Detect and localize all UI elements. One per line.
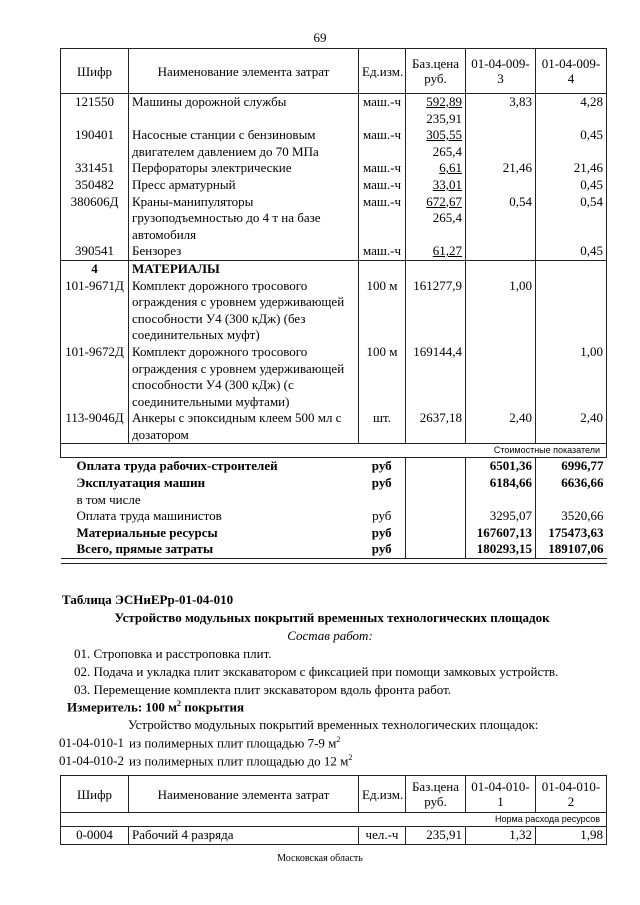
price-value: 305,55: [426, 127, 462, 143]
cell-unit: 100 м: [359, 344, 406, 410]
cost-indicators-label: Стоимостные показатели: [61, 444, 607, 458]
cell-price: [406, 194, 466, 244]
table-row: [61, 410, 607, 444]
cell-code: 331451: [61, 160, 129, 177]
summary-v2: 3520,66: [536, 508, 607, 525]
cell-code: 390541: [61, 243, 129, 260]
cell-v1: 2,40: [466, 410, 536, 444]
summary-row: [61, 541, 607, 558]
variant-sup: 2: [348, 753, 353, 762]
variant-1: [59, 735, 640, 751]
price-value: 672,67: [426, 193, 462, 209]
cell-price: [406, 94, 466, 128]
table-row: [61, 160, 607, 177]
header-price: Баз.цена руб.: [406, 776, 466, 813]
cell-name: Комплект дорожного тросового ограждения с уровнем удерживающей способности У4 (300 кДж) (с соединительными муфтами): [129, 344, 359, 410]
summary-v1: 6501,36: [466, 458, 536, 475]
cell-v2: 1,98: [536, 827, 607, 845]
price-value: 592,89: [426, 94, 462, 109]
summary-v2: 6996,77: [536, 458, 607, 475]
measure-suffix: покрытия: [181, 699, 245, 715]
cell-v1: 0,54: [466, 194, 536, 244]
cell-price: 169144,4: [406, 344, 466, 410]
summary-unit: руб: [371, 524, 392, 540]
summary-label: Оплата труда машинистов: [76, 508, 222, 524]
cell-v2: 0,45: [536, 243, 607, 260]
cell-name: Бензорез: [129, 243, 359, 260]
header-name: Наименование элемента затрат: [129, 776, 359, 813]
cell-v2: 0,45: [536, 127, 607, 160]
cell-unit: маш.-ч: [359, 177, 406, 194]
cell-v2: 1,00: [536, 344, 607, 410]
footer-region: Московская область: [277, 853, 363, 864]
summary-unit: руб: [371, 475, 392, 491]
cell-unit: маш.-ч: [359, 94, 406, 128]
table-row: [61, 278, 607, 344]
resources-table-01-04-010: [60, 775, 607, 845]
summary-row: [61, 475, 607, 492]
cell-unit: 100 м: [359, 278, 406, 344]
variant-sup: 2: [336, 735, 341, 744]
norm-label: Норма расхода ресурсов: [61, 813, 607, 827]
price-value: 33,01: [432, 176, 462, 192]
cell-name: Перфораторы электрические: [129, 160, 359, 177]
table-label: Таблица ЭСНиЕРр-01-04-010: [62, 592, 234, 607]
cell-price: [406, 127, 466, 160]
cell-name: Рабочий 4 разряда: [129, 827, 359, 845]
summary-row: [61, 492, 607, 509]
cell-code: 121550: [61, 94, 129, 128]
price-secondary: 235,91: [426, 110, 462, 126]
variant-2: [59, 753, 640, 769]
cell-v1: [466, 177, 536, 194]
table-row: [61, 194, 607, 244]
measure-prefix: Измеритель: 100 м: [67, 699, 178, 715]
summary-label: Эксплуатация машин: [76, 475, 206, 491]
cell-code: 101-9671Д: [61, 278, 129, 344]
cell-price: 161277,9: [406, 278, 466, 344]
cell-v1: 21,46: [466, 160, 536, 177]
cell-code: 190401: [61, 127, 129, 160]
summary-unit: руб: [371, 541, 392, 557]
cell-name: Анкеры с эпоксидным клеем 500 мл с дозатором: [129, 410, 359, 444]
cell-unit: чел.-ч: [359, 827, 406, 845]
price-secondary: 265,4: [432, 143, 462, 159]
resources-table-01-04-009: [60, 48, 607, 564]
table-row: [61, 94, 607, 128]
table-header: [61, 49, 607, 94]
summary-row: [61, 525, 607, 542]
header-col2: 01-04-010-2: [536, 776, 607, 813]
cell-code: 0-0004: [61, 827, 129, 845]
table-header: [61, 776, 607, 813]
table-row: [61, 177, 607, 194]
cell-price: [406, 243, 466, 260]
header-unit: Ед.изм.: [359, 776, 406, 813]
measure-sup: 2: [177, 699, 182, 708]
summary-label: Всего, прямые затраты: [76, 541, 214, 557]
variant-code: 01-04-010-2: [59, 753, 124, 769]
page-number: 69: [313, 30, 327, 45]
price-secondary: 265,4: [432, 210, 462, 226]
summary-v2: 175473,63: [536, 525, 607, 542]
cell-v2: 4,28: [536, 94, 607, 128]
summary-row: [61, 458, 607, 475]
header-col1: 01-04-009-3: [466, 49, 536, 94]
cell-unit: маш.-ч: [359, 243, 406, 260]
summary-v1: 167607,13: [466, 525, 536, 542]
cell-unit: шт.: [359, 410, 406, 444]
work-item: 01. Строповка и расстроповка плит.: [74, 646, 272, 661]
summary-v1: 6184,66: [466, 475, 536, 492]
cell-v1: [466, 127, 536, 160]
cell-unit: маш.-ч: [359, 194, 406, 244]
section-row: [61, 260, 607, 277]
table-row: [61, 127, 607, 160]
summary-v1: 180293,15: [466, 541, 536, 558]
cell-code: 380606Д: [61, 194, 129, 244]
cell-v1: 1,00: [466, 278, 536, 344]
work-item: 03. Перемещение комплекта плит экскаватором вдоль фронта работ.: [74, 682, 452, 697]
section-name: МАТЕРИАЛЫ: [129, 260, 359, 277]
cell-unit: маш.-ч: [359, 127, 406, 160]
cell-v1: 1,32: [466, 827, 536, 845]
cell-name: Пресс арматурный: [129, 177, 359, 194]
header-price: Баз.цена руб.: [406, 49, 466, 94]
summary-row: [61, 508, 607, 525]
cell-code: 101-9672Д: [61, 344, 129, 410]
cell-name: Комплект дорожного тросового ограждения с уровнем удерживающей способности У4 (300 кДж) (без соединительных муфт): [129, 278, 359, 344]
cell-v2: 21,46: [536, 160, 607, 177]
measure: [67, 699, 640, 715]
cell-v2: 0,45: [536, 177, 607, 194]
table-row: [61, 243, 607, 260]
table-row: [61, 344, 607, 410]
works-title: Состав работ:: [287, 628, 373, 643]
cell-price: 235,91: [406, 827, 466, 845]
header-name: Наименование элемента затрат: [129, 49, 359, 94]
cell-v2: [536, 278, 607, 344]
section-title: Устройство модульных покрытий временных технологических площадок: [114, 610, 550, 625]
cell-price: [406, 160, 466, 177]
summary-v2: 189107,06: [536, 541, 607, 558]
cell-code: 113-9046Д: [61, 410, 129, 444]
table-row: [61, 827, 607, 845]
summary-label: Материальные ресурсы: [76, 524, 218, 540]
header-code: Шифр: [61, 49, 129, 94]
price-value: 6,61: [439, 160, 462, 176]
cell-price: 2637,18: [406, 410, 466, 444]
header-unit: Ед.изм.: [359, 49, 406, 94]
summary-unit: руб: [372, 508, 392, 524]
variant-text: из полимерных плит площадью 7-9 м: [129, 735, 337, 751]
cell-name: Насосные станции с бензиновым двигателем давлением до 70 МПа: [129, 127, 359, 160]
cell-name: Машины дорожной службы: [129, 94, 359, 128]
variant-text: из полимерных плит площадью до 12 м: [129, 753, 349, 769]
header-col2: 01-04-009-4: [536, 49, 607, 94]
cell-v2: 0,54: [536, 194, 607, 244]
cell-name: Краны-манипуляторы грузоподъемностью до 4 т на базе автомобиля: [129, 194, 359, 244]
summary-v2: [536, 492, 607, 509]
header-code: Шифр: [61, 776, 129, 813]
summary-unit: руб: [371, 458, 392, 474]
summary-v1: [466, 492, 536, 509]
cell-price: [406, 177, 466, 194]
summary-v2: 6636,66: [536, 475, 607, 492]
variant-code: 01-04-010-1: [59, 735, 124, 751]
cell-unit: маш.-ч: [359, 160, 406, 177]
work-item: 02. Подача и укладка плит экскаватором с фиксацией при помощи замковых устройств.: [74, 664, 559, 679]
section-code: 4: [61, 260, 129, 277]
cell-v1: 3,83: [466, 94, 536, 128]
summary-unit: [359, 492, 406, 509]
summary-label: в том числе: [76, 491, 141, 507]
header-col1: 01-04-010-1: [466, 776, 536, 813]
summary-label: Оплата труда рабочих-строителей: [76, 458, 278, 474]
cell-v2: 2,40: [536, 410, 607, 444]
cell-code: 350482: [61, 177, 129, 194]
cell-v1: [466, 243, 536, 260]
summary-v1: 3295,07: [466, 508, 536, 525]
cell-v1: [466, 344, 536, 410]
price-value: 61,27: [432, 243, 462, 259]
variants-subtitle: Устройство модульных покрытий временных технологических площадок:: [128, 717, 539, 732]
